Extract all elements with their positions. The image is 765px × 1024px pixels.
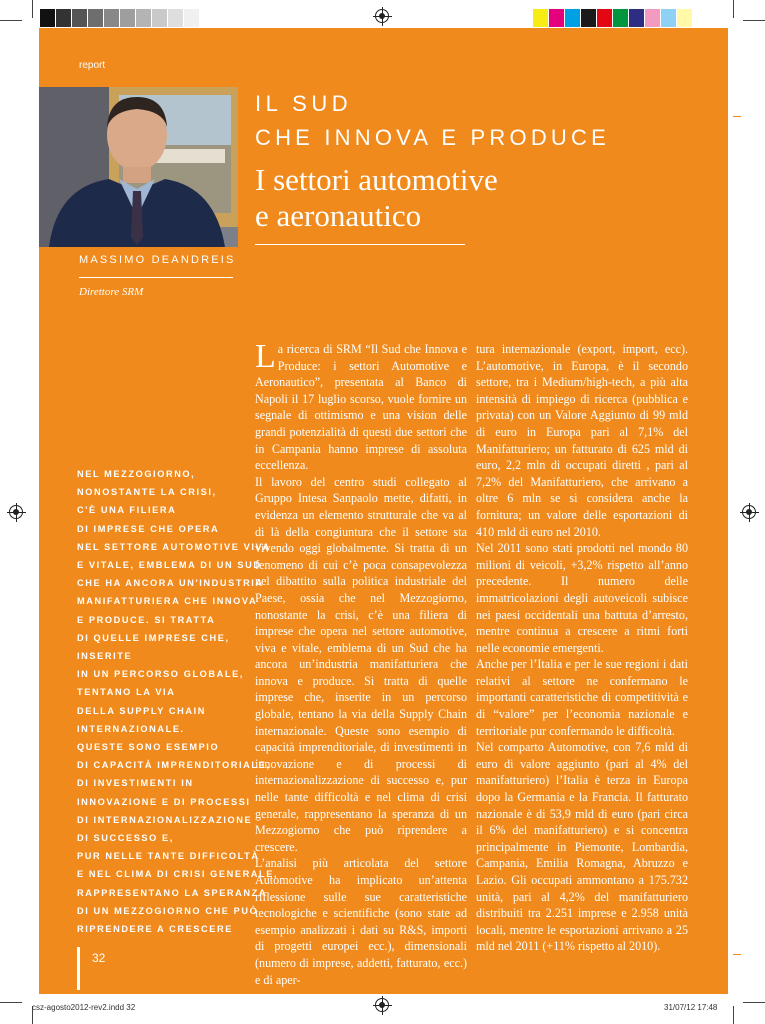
color-swatch — [184, 9, 200, 27]
crop-mark — [0, 20, 22, 21]
pull-quote-line: DI QUELLE IMPRESE CHE, — [77, 632, 230, 643]
pull-quote-line: E NEL CLIMA DI CRISI GENERALE, — [77, 869, 279, 880]
pull-quote-line: DI SUCCESSO E, — [77, 833, 174, 844]
pull-quote-line: QUESTE SONO ESEMPIO — [77, 742, 220, 753]
registration-mark-icon — [375, 9, 389, 23]
pull-quote-line: NEL SETTORE AUTOMOTIVE VIVA — [77, 541, 271, 552]
registration-mark-icon — [9, 505, 23, 519]
section-label: report — [79, 60, 106, 71]
color-swatch — [645, 9, 661, 27]
pull-quote-line: C'È UNA FILIERA — [77, 505, 177, 516]
color-swatch — [88, 9, 104, 27]
color-swatch — [581, 9, 597, 27]
pull-quote-line: MANIFATTURIERA CHE INNOVA — [77, 596, 258, 607]
crop-mark — [733, 1006, 734, 1024]
pull-quote-line: NEL MEZZOGIORNO, — [77, 469, 196, 479]
page-number-bar — [77, 947, 80, 990]
author-name: MASSIMO DEANDREIS — [79, 254, 236, 266]
crop-mark — [32, 0, 33, 18]
color-swatch — [565, 9, 581, 27]
color-swatch — [40, 9, 56, 27]
pull-quote-line: RAPPRESENTANO LA SPERANZA — [77, 887, 268, 898]
color-swatch — [56, 9, 72, 27]
crop-mark — [743, 1002, 765, 1003]
author-role: Direttore SRM — [79, 286, 144, 298]
bleed-mark — [733, 954, 741, 955]
paragraph-text: a ricerca di SRM “Il Sud che Innova e Produce: i settori Automotive e Aeronautico”, presentata al Banco di Napoli il 17 luglio scorso, vuole fornire un segnale di ottimismo e una vision delle grandi potenzialità di questi due settori che in Campania hanno imprese di assoluta eccellenza. — [255, 342, 467, 473]
pull-quote-line: CHE HA ANCORA UN'INDUSTRIA — [77, 578, 264, 589]
paragraph: tura internazionale (export, import, ecc). L’automotive, in Europa, è il secondo settore, tra i Medium/high-tech, a più alta intensità di impiego di ricerca (pubblica e privata) con un Valore Aggiunto di 99 mld di euro in Europa pari al 7,1% del Manifatturiero; un fatturato di 625 mld di euro, 2,2 mln di occupati diretti , pari al 7,2% del Manifatturiero, che arrivano a oltre 6 mln se si considera anche la fornitura; un valore delle esportazioni di 410 mld di euro nel 2010. — [476, 342, 688, 539]
paragraph: Il lavoro del centro studi collegato al Gruppo Intesa Sanpaolo mette, difatti, in evidenza un elemento strutturale che va al di là della congiuntura che il settore sta vivendo oggi globalmente. Si tratta di un fenomeno di cui c’è poca consapevolezza nel dibattito sulla politica industriale del Paese, ossia che nel Mezzogiorno, nonostante la crisi, c’è una filiera di imprese che opera nel settore automotive, viva e vitale, emblema di un Sud che ha ancora un’industria manifatturiera che innova e produce. Si tratta di quelle imprese che, inserite in un percorso globale, tentano la via della Supply Chain internazionale. Queste sono esempio di capacità imprenditoriale, di investimenti in innovazione e di processi di internazionalizzazione di successo e, pur nelle tante difficoltà e nel clima di crisi generale, rappresentano la speranza di un Mezzogiorno che può riprendere a crescere. — [255, 474, 467, 854]
color-swatch — [104, 9, 120, 27]
process-color-bar — [533, 9, 693, 27]
bleed-mark — [733, 116, 741, 117]
pull-quote-line: INNOVAZIONE E DI PROCESSI — [77, 796, 251, 807]
color-swatch — [661, 9, 677, 27]
color-swatch — [549, 9, 565, 27]
pull-quote-line: NONOSTANTE LA CRISI, — [77, 487, 217, 498]
pull-quote — [77, 465, 279, 938]
color-swatch — [168, 9, 184, 27]
pull-quote-line: RIPRENDERE A CRESCERE — [77, 924, 233, 935]
magazine-page — [39, 28, 728, 994]
article-title-line-1: IL SUD — [255, 91, 353, 116]
paragraph — [255, 338, 467, 474]
pull-quote-line: DI UN MEZZOGIORNO CHE PUÒ — [77, 905, 259, 916]
crop-mark — [0, 1002, 22, 1003]
author-divider — [79, 277, 233, 278]
body-column-2 — [476, 341, 688, 955]
registration-mark-icon — [375, 998, 389, 1012]
pull-quote-line: E PRODUCE. SI TRATTA — [77, 614, 216, 625]
pull-quote-line: TENTANO LA VIA — [77, 687, 176, 698]
article-subtitle — [255, 162, 555, 234]
color-swatch — [613, 9, 629, 27]
paragraph: Nel 2011 sono stati prodotti nel mondo 80 milioni di veicoli, +3,2% rispetto all’anno precedente. Il numero delle immatricolazioni degli autoveicoli subisce nei paesi occidentali una battuta d’arresto, mentre continua a crescere a ritmi forti nelle economie emergenti. — [476, 541, 688, 655]
pull-quote-line: DI CAPACITÀ IMPRENDITORIALE, — [77, 760, 271, 771]
pull-quote-line: INTERNAZIONALE. — [77, 723, 185, 734]
color-swatch — [120, 9, 136, 27]
author-portrait — [39, 87, 238, 247]
pull-quote-line: DI IMPRESE CHE OPERA — [77, 523, 220, 534]
crop-mark — [733, 0, 734, 18]
body-column-1 — [255, 338, 467, 988]
registration-mark-icon — [742, 505, 756, 519]
drop-cap: L — [255, 338, 276, 375]
subtitle-line-1: I settori automotive — [255, 162, 498, 197]
paragraph: Nel comparto Automotive, con 7,6 mld di euro di valore aggiunto (pari al 4% del manifatturiero) l’Italia è terza in Europa dopo la Germania e la Francia. Il fatturato nazionale è di 53,9 mld di euro (pari circa il 6% del manifatturiero) e si concentra principalmente in Piemonte, Lombardia, Campania, Emilia Romagna, Abruzzo e Lazio. Gli occupati ammontano a 175.732 unità, pari al 4,2% del manifatturiero distribuiti tra 2.251 imprese e 2.958 unità locali, mentre le esportazioni arrivano a 25 mld nel 2011 (+11% rispetto al 2010). — [476, 740, 688, 954]
page-number: 32 — [92, 951, 106, 965]
pull-quote-line: IN UN PERCORSO GLOBALE, — [77, 669, 244, 680]
color-swatch — [629, 9, 645, 27]
crop-mark — [743, 20, 765, 21]
article-title-line-2: CHE INNOVA E PRODUCE — [255, 125, 610, 150]
portrait-illustration — [39, 87, 238, 247]
pull-quote-line: INSERITE — [77, 651, 133, 662]
pull-quote-line: DELLA SUPPLY CHAIN — [77, 705, 207, 716]
color-swatch — [533, 9, 549, 27]
color-swatch — [597, 9, 613, 27]
subtitle-line-2: e aeronautico — [255, 198, 422, 233]
pull-quote-line: E VITALE, EMBLEMA DI UN SUD — [77, 560, 262, 571]
title-divider — [255, 244, 465, 245]
pull-quote-line: PUR NELLE TANTE DIFFICOLTÀ — [77, 851, 260, 862]
color-swatch — [152, 9, 168, 27]
color-swatch — [677, 9, 693, 27]
grayscale-color-bar — [40, 9, 200, 27]
pull-quote-line: DI INVESTIMENTI IN — [77, 778, 194, 789]
paragraph: Anche per l’Italia e per le sue regioni i dati relativi al settore ne confermano le importanti caratteristiche di competitività e di “valore” per l’economia nazionale e territoriale pur confermando le difficoltà. — [476, 657, 688, 738]
color-swatch — [136, 9, 152, 27]
print-slug-file: csz-agosto2012-rev2.indd 32 — [32, 1003, 136, 1012]
color-swatch — [72, 9, 88, 27]
paragraph: L’analisi più articolata del settore Automotive ha implicato un’attenta riflessione sulle sue caratteristiche tecnologiche e scientifiche (sono state ad esempio analizzati i dati su R&S, importi di progetti europei ecc.), dimensionali (numero di imprese, addetti, fatturato, ecc.) e di aper- — [255, 856, 467, 987]
print-slug-date: 31/07/12 17:48 — [664, 1003, 718, 1012]
pull-quote-line: DI INTERNAZIONALIZZAZIONE — [77, 814, 253, 825]
